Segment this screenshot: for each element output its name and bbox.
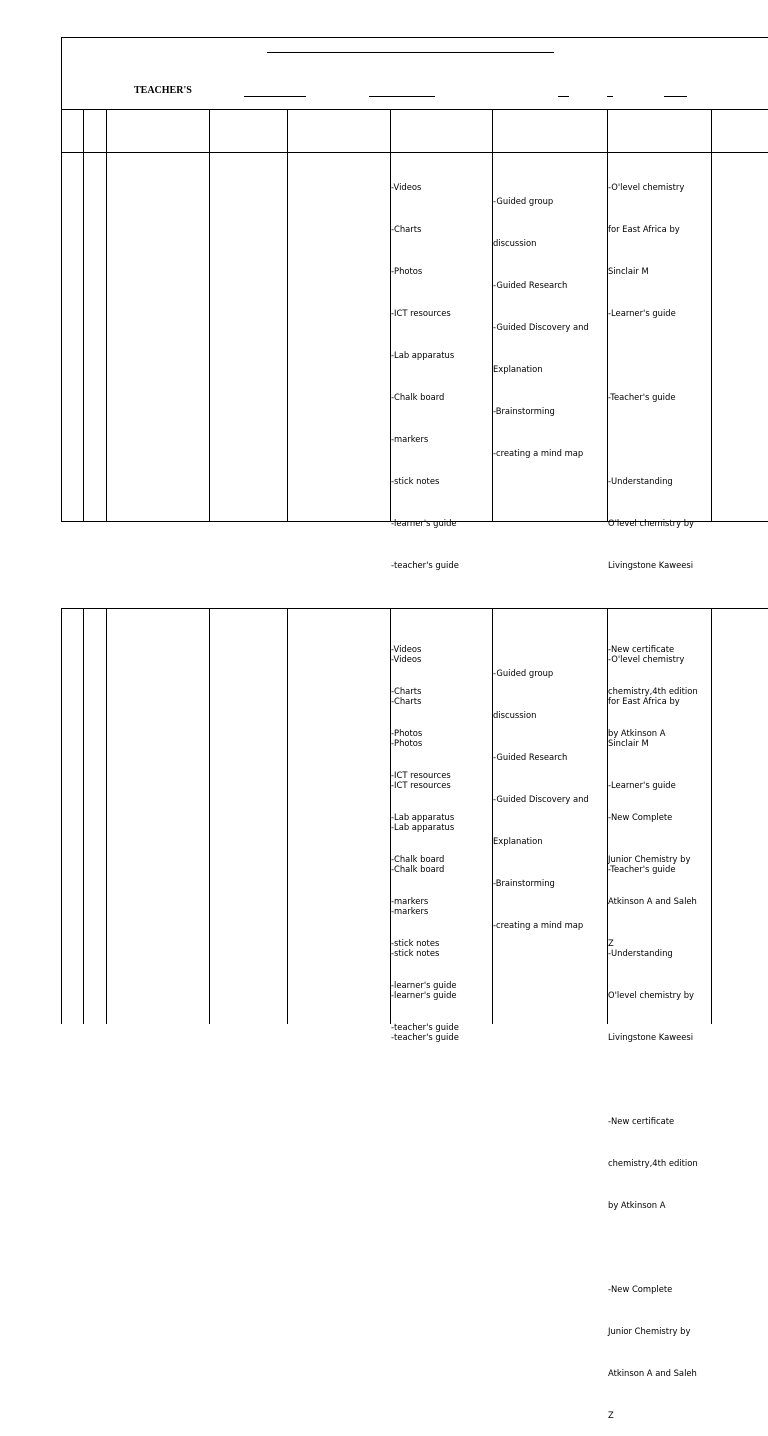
reference-item: -Learner's guide <box>608 308 676 318</box>
resource-item: -learner's guide <box>391 980 457 990</box>
resource-item: -stick notes <box>391 938 440 948</box>
method-item: -Guided Research <box>493 752 568 762</box>
reference-item: Sinclair M <box>608 738 649 748</box>
reference-item <box>608 820 698 834</box>
method-item: discussion <box>493 710 537 720</box>
column-divider <box>106 109 107 522</box>
resource-item: -Videos <box>391 182 422 192</box>
resource-item: -teacher's guide <box>391 1022 459 1032</box>
column-divider <box>83 608 84 1024</box>
resource-item: -ICT resources <box>391 308 451 318</box>
subject-blank <box>369 96 435 97</box>
resource-item <box>391 600 459 614</box>
method-item: discussion <box>493 238 537 248</box>
resource-item: -teacher's guide <box>391 1032 459 1042</box>
resource-item: -learner's guide <box>391 518 457 528</box>
method-item: -Guided Discovery and <box>493 322 589 332</box>
method-item: Explanation <box>493 364 543 374</box>
reference-item: -O'level chemistry <box>608 182 685 192</box>
reference-item: -Learner's guide <box>608 780 676 790</box>
reference-item: Z <box>608 1410 614 1420</box>
reference-item: -New certificate <box>608 644 675 654</box>
resources-cell <box>391 624 459 1058</box>
reference-item: -New Complete <box>608 812 673 822</box>
resource-item: -Charts <box>391 686 422 696</box>
column-divider <box>209 608 210 1024</box>
method-item: -Guided Research <box>493 280 568 290</box>
reference-item: -Understanding <box>608 476 673 486</box>
resource-item: -ICT resources <box>391 770 451 780</box>
resource-item: -markers <box>391 906 429 916</box>
resource-item: -Videos <box>391 644 422 654</box>
reference-item: Atkinson A and Saleh <box>608 1368 697 1378</box>
reference-item: by Atkinson A <box>608 1200 666 1210</box>
reference-item <box>608 904 698 918</box>
reference-item: -New Complete <box>608 1284 673 1294</box>
reference-item: O'level chemistry by <box>608 518 695 528</box>
method-item: -Brainstorming <box>493 878 555 888</box>
reference-item: Z <box>608 938 614 948</box>
resource-item: -Lab apparatus <box>391 812 455 822</box>
resource-item: -stick notes <box>391 948 440 958</box>
resource-item: -Photos <box>391 728 423 738</box>
method-item: -creating a mind map <box>493 448 584 458</box>
reference-item: for East Africa by <box>608 224 680 234</box>
teacher-name-blank <box>244 96 306 97</box>
reference-item: Livingstone Kaweesi <box>608 1032 694 1042</box>
reference-item <box>608 348 698 362</box>
column-divider <box>83 109 84 522</box>
resource-item: -Charts <box>391 224 422 234</box>
column-divider <box>711 109 712 522</box>
references-cell <box>608 624 698 1436</box>
reference-item <box>608 432 698 446</box>
resource-item: -learner's guide <box>391 990 457 1000</box>
resource-item: -Chalk board <box>391 864 445 874</box>
resource-item: -Lab apparatus <box>391 350 455 360</box>
header-row-divider <box>61 109 768 110</box>
column-divider <box>711 608 712 1024</box>
reference-item <box>608 1240 698 1254</box>
reference-item: chemistry,4th edition <box>608 686 698 696</box>
resource-item: -ICT resources <box>391 780 451 790</box>
resource-item: -stick notes <box>391 476 440 486</box>
reference-item: -Teacher's guide <box>608 392 676 402</box>
method-item: -Guided group <box>493 668 554 678</box>
resource-item: -Chalk board <box>391 854 445 864</box>
teacher-label: TEACHER'S <box>134 85 192 96</box>
reference-item <box>608 600 698 614</box>
resource-item: -Lab apparatus <box>391 822 455 832</box>
table-2-left-border <box>61 608 62 1024</box>
method-item: -Guided group <box>493 196 554 206</box>
table-2-top-border <box>61 608 768 609</box>
reference-item: Junior Chemistry by <box>608 854 691 864</box>
resource-item: -markers <box>391 896 429 906</box>
reference-item: Livingstone Kaweesi <box>608 560 694 570</box>
resource-item: -markers <box>391 434 429 444</box>
column-divider <box>209 109 210 522</box>
reference-item: Junior Chemistry by <box>608 1326 691 1336</box>
reference-item: O'level chemistry by <box>608 990 695 1000</box>
resource-item: -Photos <box>391 738 423 748</box>
reference-item: chemistry,4th edition <box>608 1158 698 1168</box>
reference-item: -Understanding <box>608 948 673 958</box>
resource-item: -Photos <box>391 266 423 276</box>
methods-cell <box>493 166 589 474</box>
reference-item <box>608 1072 698 1086</box>
reference-item: -O'level chemistry <box>608 654 685 664</box>
method-item: -Guided Discovery and <box>493 794 589 804</box>
methods-cell <box>493 638 589 946</box>
method-item: -Brainstorming <box>493 406 555 416</box>
resource-item: -Charts <box>391 696 422 706</box>
column-divider <box>106 608 107 1024</box>
reference-item: Sinclair M <box>608 266 649 276</box>
title-underline <box>267 52 554 53</box>
resource-item: -teacher's guide <box>391 560 459 570</box>
reference-item: -Teacher's guide <box>608 864 676 874</box>
reference-item: Atkinson A and Saleh <box>608 896 697 906</box>
year-blank <box>664 96 687 97</box>
column-divider <box>287 109 288 522</box>
class-blank <box>558 96 569 97</box>
reference-item: by Atkinson A <box>608 728 666 738</box>
column-divider <box>287 608 288 1024</box>
reference-item: for East Africa by <box>608 696 680 706</box>
reference-item: -New certificate <box>608 1116 675 1126</box>
method-item: -creating a mind map <box>493 920 584 930</box>
method-item: Explanation <box>493 836 543 846</box>
resource-item: -Chalk board <box>391 392 445 402</box>
resource-item: -Videos <box>391 654 422 664</box>
term-blank <box>607 96 613 97</box>
